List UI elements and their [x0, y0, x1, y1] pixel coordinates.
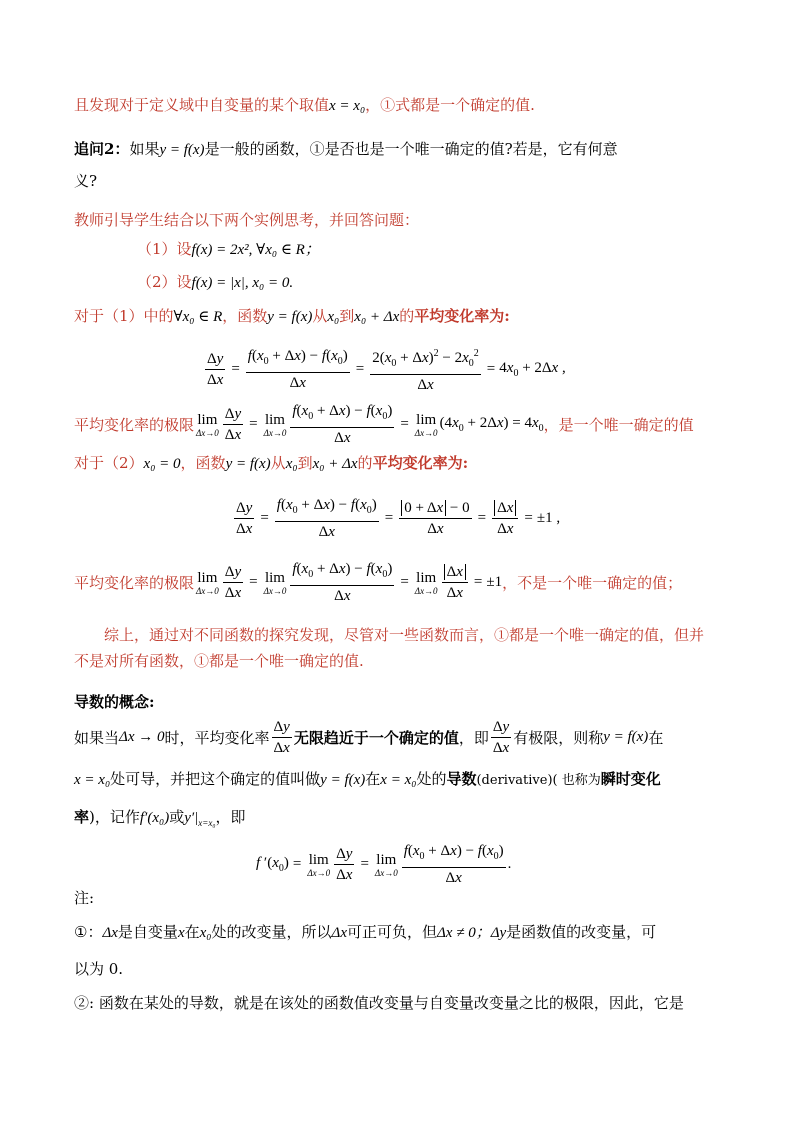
- def-1-text-d: 有极限，则称: [513, 729, 604, 747]
- limit-line-1: 平均变化率的极限 lim Δx→0 $\frac{\Delta y}{\Delta x}$ = lim Δx→0 $\frac{f(x_0 + \Delta x) - f(x_0)}{\Delta x}$ = lim Δx→0 $(4x_0 + 2\Delta x) = 4x_0$ ，是一个唯一确定的值: [74, 403, 694, 446]
- case-2-math-4: x₀ + Δx: [312, 456, 358, 472]
- def-1-text-b: 时，平均变化率: [164, 729, 270, 747]
- summary-line-1: [104, 624, 704, 646]
- case-1-text-d: 到: [339, 307, 355, 325]
- def-2-bold-2: 瞬时变化: [600, 770, 661, 788]
- case-1-text-a: 对于（1）中的: [74, 307, 174, 325]
- def-3-math-1: f′(x₀): [139, 810, 170, 826]
- limit-1-label: 平均变化率的极限: [74, 416, 195, 434]
- note-1-math-1: Δx: [102, 925, 118, 941]
- def-3-bold: 率: [74, 808, 90, 826]
- limit-line-2: 平均变化率的极限 lim Δx→0 $\frac{\Delta y}{\Delta x}$ = lim Δx→0 $\frac{f(x_0 + \Delta x) - f(x_0)}{\Delta x}$ = lim Δx→0 $\frac{\Delta x}{\Delta x}$ = ±1 ，不是一个唯一确定的值；: [74, 561, 683, 604]
- note-1: [74, 921, 656, 944]
- note-1-text-e: 可正可负，但: [346, 923, 437, 941]
- case-1-text-e: 的: [399, 307, 415, 325]
- derivative-title: [74, 691, 155, 713]
- note-label: 注:: [74, 889, 95, 907]
- note-1-text-f: 是函数值的改变量，可: [506, 923, 657, 941]
- note-heading: [74, 887, 94, 909]
- note-1-num: ①：: [74, 923, 103, 941]
- case-1-math-4: x₀ + Δx: [354, 309, 400, 325]
- case-2-heading: [74, 452, 468, 475]
- question-label: 追问2：: [74, 140, 130, 158]
- note-1-cont-text: 以为 0.: [74, 960, 124, 978]
- question-math: y = f(x): [159, 142, 205, 158]
- equation-avg-rate-1: $\frac{\Delta y}{\Delta x}$ = $\frac{f(x_0 + \Delta x) - f(x_0)}{\Delta x}$ = $\frac{2(x_0 + \Delta x)^2 - 2x_0^2}{\Delta x}$ = $4x_0 + 2\Delta x$ ,: [203, 345, 566, 394]
- note-1-text-b: 是自变量: [117, 923, 178, 941]
- def-2-text-a: 处可导，并把这个确定的值叫做: [110, 770, 321, 788]
- definition-line-1: 如果当 Δx → 0 时，平均变化率 $\frac{\Delta y}{\Delta x}$ 无限趋近于一个确定的值 ，即 $\frac{\Delta y}{\Delta x}$ 有极限，则称 y = f(x) 在: [74, 719, 664, 756]
- case-1-heading: [74, 305, 510, 328]
- note-1-math-2: x: [177, 925, 185, 941]
- intro-tail: ，①式都是一个确定的值.: [365, 96, 535, 114]
- case-1-math-1: ∀x₀ ∈ R: [173, 309, 223, 325]
- case-2-text-d: 到: [297, 454, 313, 472]
- summary-line-2: [74, 650, 364, 672]
- note-1-cont: [74, 958, 123, 980]
- equation-derivative: f $'(x_0)$ = lim Δx→0 $\frac{\Delta y}{\Delta x}$ = lim Δx→0 $\frac{f(x_0 + \Delta x) - f(x_0)}{\Delta x}$ .: [256, 843, 512, 886]
- def-1-text-c: ，即: [458, 729, 489, 747]
- def-2-math-3: x = x₀: [380, 772, 417, 788]
- def-2-text-b: 在: [365, 770, 381, 788]
- note-1-math-5: Δx ≠ 0；Δy: [437, 925, 507, 941]
- case-2-math-2: y = f(x): [225, 456, 271, 472]
- note-2-text: ②: 函数在某处的导数，就是在该处的函数值改变量与自变量改变量之比的极限，因此，它是: [74, 994, 684, 1012]
- question-cont: 义?: [74, 172, 98, 190]
- case-2-text-c: 从: [270, 454, 286, 472]
- def-1-math-1: Δx → 0: [119, 729, 165, 745]
- question-2: [74, 138, 618, 161]
- def-3-sub: x=x₀: [198, 818, 216, 828]
- case-2-text-b: ，函数: [180, 454, 226, 472]
- case-2-text-e: 的: [357, 454, 373, 472]
- equation-avg-rate-2: $\frac{\Delta y}{\Delta x}$ = $\frac{f(x_0 + \Delta x) - f(x_0)}{\Delta x}$ = $\frac{0 + \Delta x - 0}{\Delta x}$ = $\frac{\Delta x}{\Delta x}$ = ±1 ,: [236, 497, 561, 540]
- note-2: [74, 992, 684, 1014]
- limit-2-tail: ，不是一个唯一确定的值；: [502, 574, 683, 592]
- def-2-bold-1: 导数: [446, 770, 477, 788]
- def-1-math-2: y = f(x): [603, 729, 649, 745]
- intro-math: x = x₀: [329, 98, 366, 114]
- summary-text-1: 综上，通过对不同函数的探究发现，尽管对一些函数而言，①都是一个唯一确定的值，但并: [104, 626, 705, 644]
- note-1-text-d: 处的改变量，所以: [211, 923, 332, 941]
- teacher-guide: [74, 209, 419, 231]
- def-3-text-c: ，即: [215, 808, 246, 826]
- case-2-bold: 平均变化率为:: [372, 454, 469, 472]
- definition-line-2: [74, 768, 661, 792]
- def-1-bold: 无限趋近于一个确定的值: [293, 729, 459, 747]
- case-2-math-3: x₀: [285, 456, 298, 472]
- question-2-cont: [74, 170, 97, 192]
- def-2-text-d: (derivative)( 也称为: [476, 773, 601, 788]
- question-text-a: 如果: [129, 140, 160, 158]
- example-1-math: f(x) = 2x², ∀x₀ ∈ R；: [191, 242, 320, 258]
- case-1-math-3: x₀: [327, 309, 340, 325]
- def-3-text-a: )，记作: [89, 808, 140, 826]
- def-2-math-1: x = x₀: [74, 772, 111, 788]
- def-2-text-c: 处的: [416, 770, 447, 788]
- case-2-text-a: 对于（2）: [74, 454, 144, 472]
- note-1-text-c: 在: [184, 923, 200, 941]
- case-1-text-c: 从: [312, 307, 328, 325]
- def-1-text-a: 如果当: [74, 729, 120, 747]
- case-1-math-2: y = f(x): [267, 309, 313, 325]
- def-1-text-e: 在: [648, 729, 664, 747]
- definition-line-3: [74, 806, 245, 834]
- limit-1-tail: ，是一个唯一确定的值: [543, 416, 694, 434]
- example-2-math: f(x) = |x|, x₀ = 0.: [191, 275, 294, 291]
- note-1-math-3: x₀: [199, 925, 212, 941]
- example-1-label: （1）设: [137, 240, 192, 258]
- case-2-math-1: x₀ = 0: [143, 456, 181, 472]
- case-1-bold: 平均变化率为:: [414, 307, 510, 325]
- summary-text-2: 不是对所有函数，①都是一个唯一确定的值.: [74, 652, 364, 670]
- intro-text: 且发现对于定义域中自变量的某个取值: [74, 96, 330, 114]
- example-2-label: （2）设: [137, 273, 192, 291]
- question-text-b: 是一般的函数，①是否也是一个唯一确定的值?若是，它有何意: [204, 140, 618, 158]
- def-3-math-2: y′|: [184, 810, 199, 826]
- paragraph-intro: [74, 94, 535, 117]
- limit-2-label: 平均变化率的极限: [74, 574, 195, 592]
- note-1-math-4: Δx: [331, 925, 347, 941]
- derivative-title-text: 导数的概念:: [74, 693, 155, 711]
- example-2: [137, 271, 293, 294]
- def-2-math-2: y = f(x): [320, 772, 366, 788]
- example-1: [137, 238, 320, 261]
- guide-text: 教师引导学生结合以下两个实例思考，并回答问题：: [74, 211, 420, 229]
- case-1-text-b: ，函数: [222, 307, 268, 325]
- def-3-text-b: 或: [169, 808, 185, 826]
